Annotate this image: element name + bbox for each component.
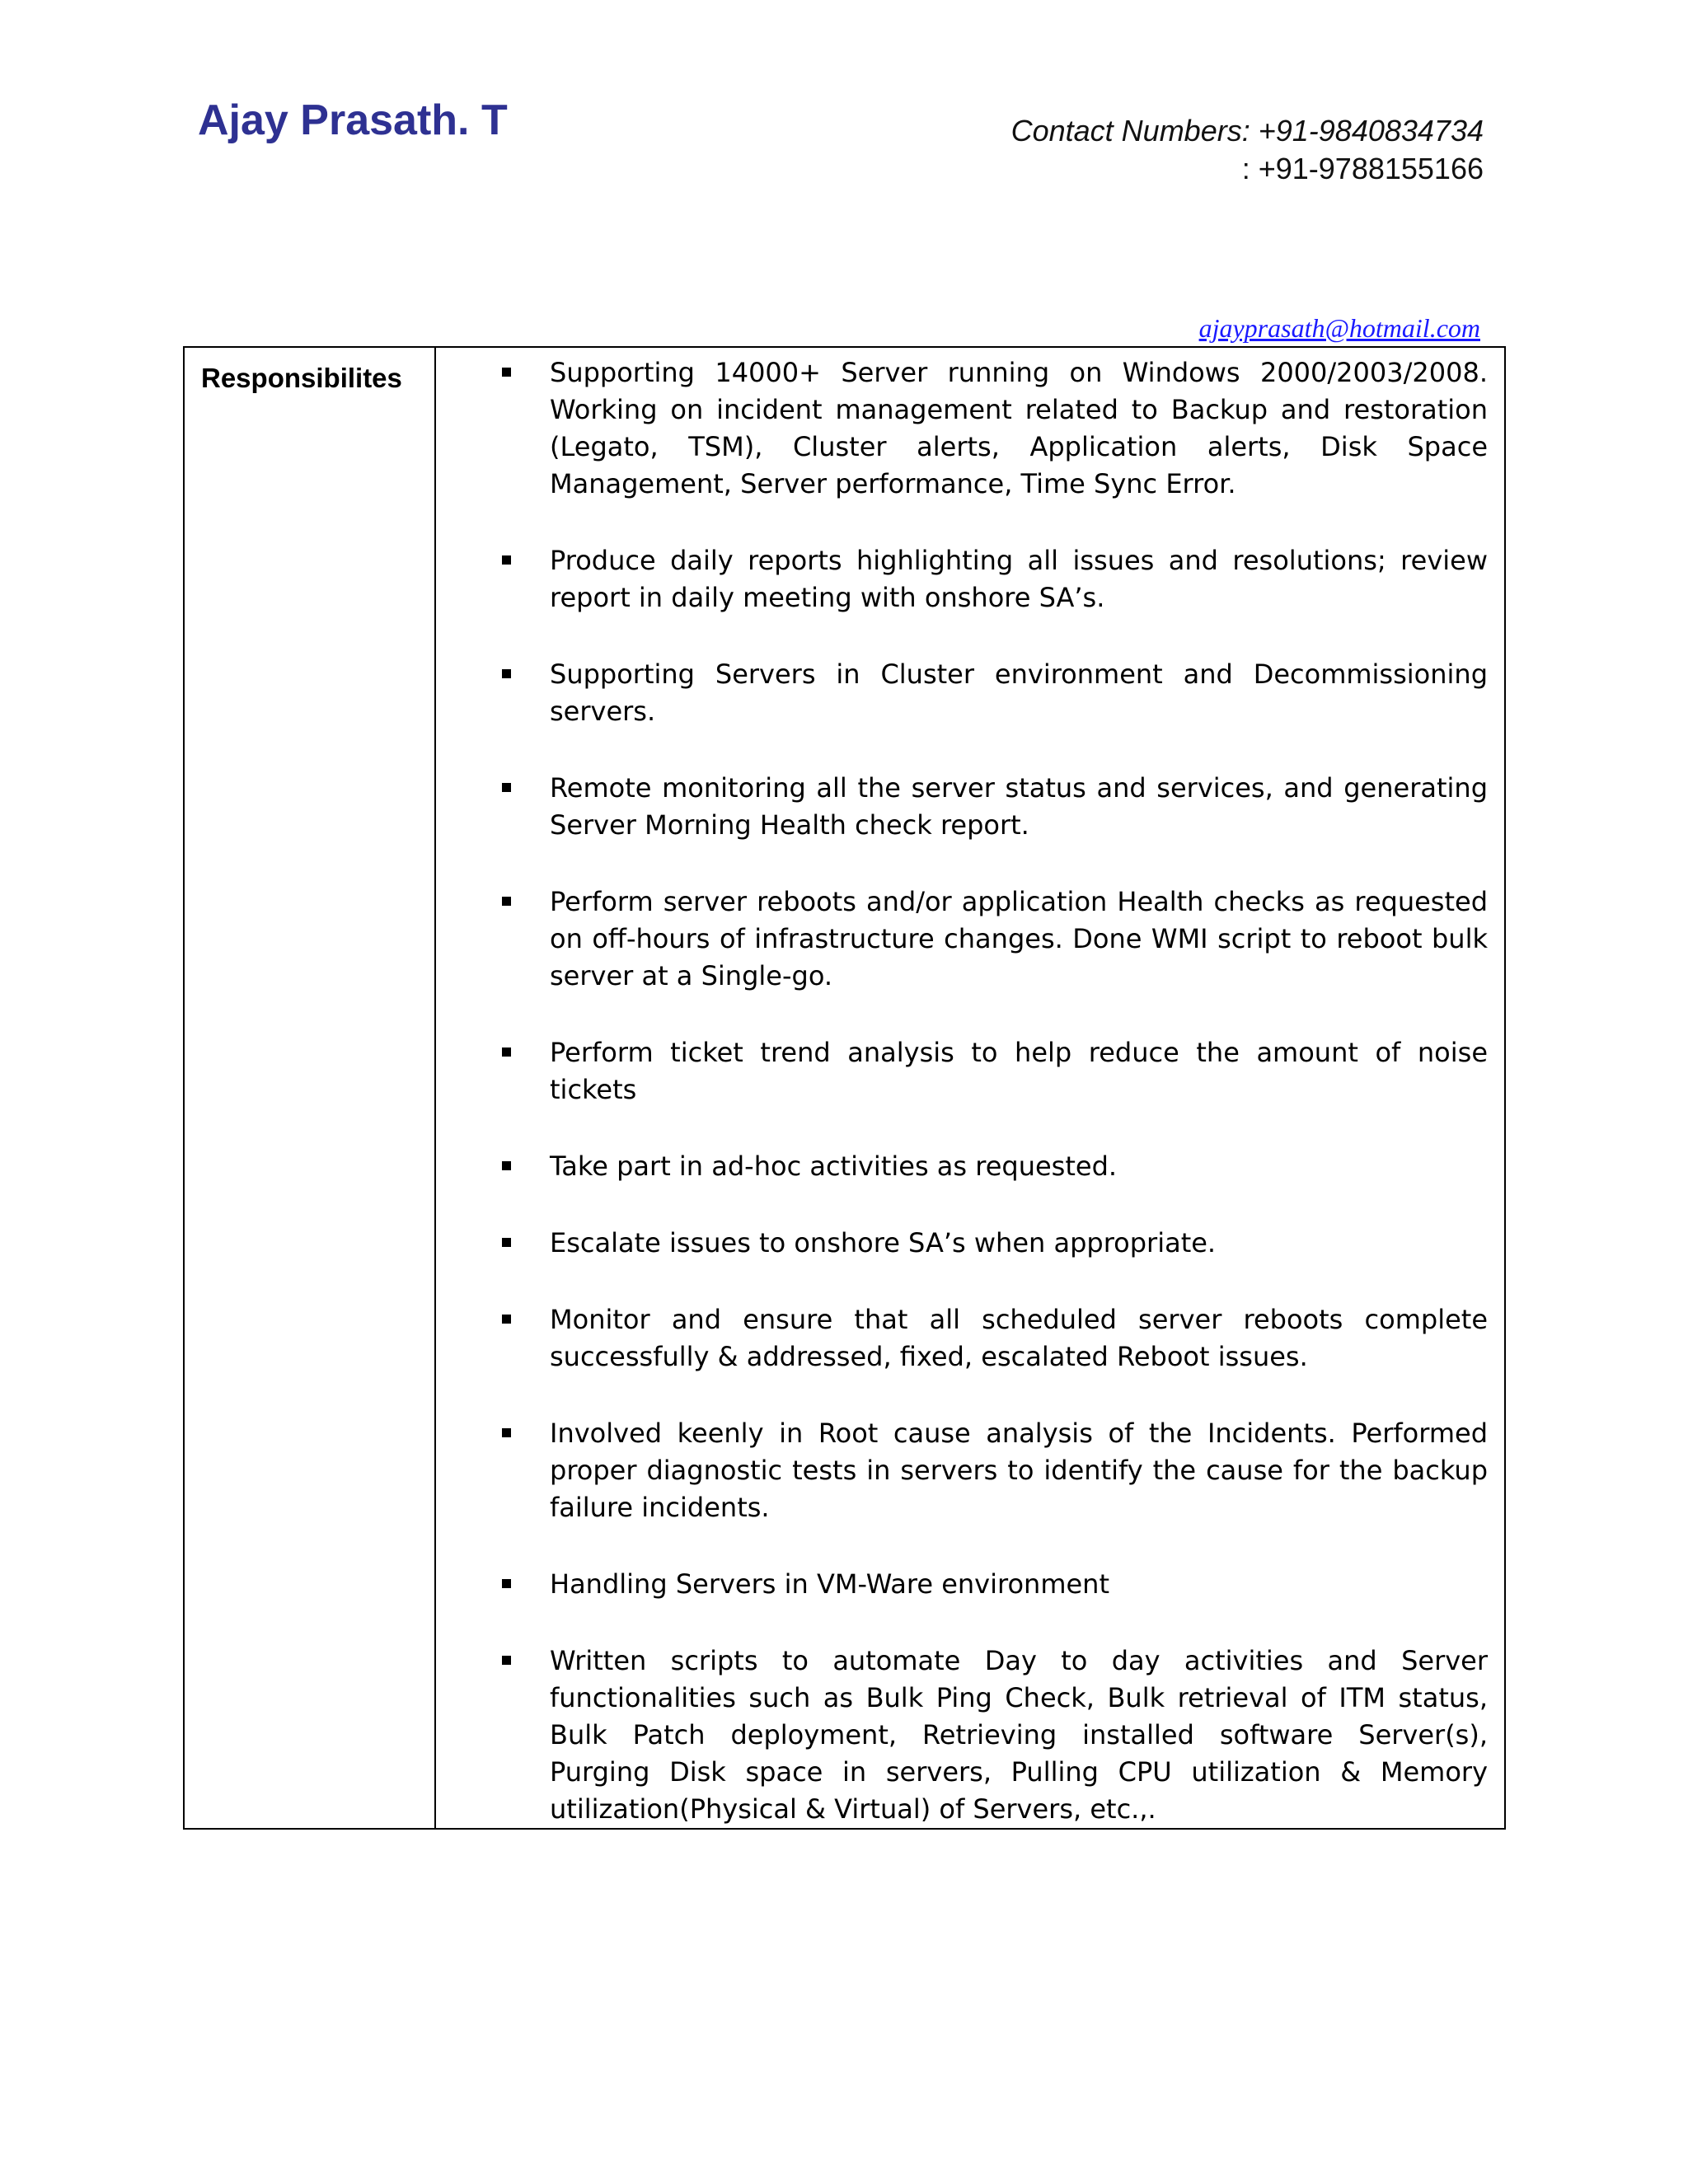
list-item-text: Take part in ad-hoc activities as requested.: [550, 1151, 1118, 1182]
square-bullet-icon: [502, 1238, 511, 1247]
square-bullet-icon: [502, 1579, 511, 1588]
list-item: [502, 883, 1488, 995]
list-item-text: Produce daily reports highlighting all issues and resolutions; review report in daily meeting with onshore SA’s.: [550, 545, 1488, 613]
list-item: [502, 354, 1488, 503]
responsibilities-list: [502, 354, 1488, 1828]
list-item-text: Handling Servers in VM-Ware environment: [550, 1568, 1109, 1600]
list-item: [502, 770, 1488, 844]
square-bullet-icon: [502, 1161, 511, 1170]
list-item-text: Supporting Servers in Cluster environment and Decommissioning servers.: [550, 658, 1488, 727]
list-item: [502, 1225, 1488, 1262]
square-bullet-icon: [502, 669, 511, 678]
square-bullet-icon: [502, 1047, 511, 1057]
list-item: [502, 542, 1488, 616]
list-item-text: Perform ticket trend analysis to help reduce the amount of noise tickets: [550, 1037, 1488, 1105]
contact-line-secondary: : +91-9788155166: [1241, 152, 1484, 185]
list-item: [502, 1148, 1488, 1185]
square-bullet-icon: [502, 1656, 511, 1665]
responsibilities-content-cell: [436, 348, 1504, 1828]
list-item-text: Involved keenly in Root cause analysis of the Incidents. Performed proper diagnostic tests in servers to identify the cause for the backup failure incidents.: [550, 1418, 1488, 1523]
square-bullet-icon: [502, 555, 511, 565]
square-bullet-icon: [502, 1315, 511, 1324]
list-item: [502, 1415, 1488, 1526]
email-link[interactable]: ajayprasath@hotmail.com: [1198, 313, 1480, 343]
list-item-text: Escalate issues to onshore SA’s when appropriate.: [550, 1227, 1217, 1258]
contact-numbers: [1011, 112, 1484, 188]
square-bullet-icon: [502, 368, 511, 377]
square-bullet-icon: [502, 783, 511, 792]
candidate-name: Ajay Prasath. T: [198, 96, 508, 144]
square-bullet-icon: [502, 1428, 511, 1437]
responsibilities-label-cell: [185, 348, 436, 1828]
responsibilities-table: [183, 346, 1506, 1830]
list-item: [502, 1643, 1488, 1828]
contact-line-primary: Contact Numbers: +91-9840834734: [1010, 114, 1484, 148]
list-item-text: Written scripts to automate Day to day activities and Server functionalities such as Bulk Ping Check, Bulk retrieval of ITM status, Bulk Patch deployment, Retrieving installed software Server(s), Purging Disk space in servers, Pulling CPU utilization & Memory utilization(Physical & Virtual) of Servers, etc.,.: [550, 1645, 1488, 1825]
list-item-text: Remote monitoring all the server status and services, and generating Server Morning Health check report.: [550, 772, 1488, 841]
list-item-text: Monitor and ensure that all scheduled server reboots complete successfully & addressed, fixed, escalated Reboot issues.: [550, 1304, 1488, 1372]
list-item: [502, 656, 1488, 730]
responsibilities-label: Responsibilites: [201, 363, 402, 393]
list-item-text: Perform server reboots and/or application Health checks as requested on off-hours of infrastructure changes. Done WMI script to reboot bulk server at a Single-go.: [550, 886, 1488, 991]
list-item-text: Supporting 14000+ Server running on Windows 2000/2003/2008. Working on incident management related to Backup and restoration (Legato, TSM), Cluster alerts, Application alerts, Disk Space Management, Server performance, Time Sync Error.: [550, 357, 1488, 499]
list-item: [502, 1034, 1488, 1108]
square-bullet-icon: [502, 897, 511, 906]
list-item: [502, 1301, 1488, 1376]
list-item: [502, 1566, 1488, 1603]
